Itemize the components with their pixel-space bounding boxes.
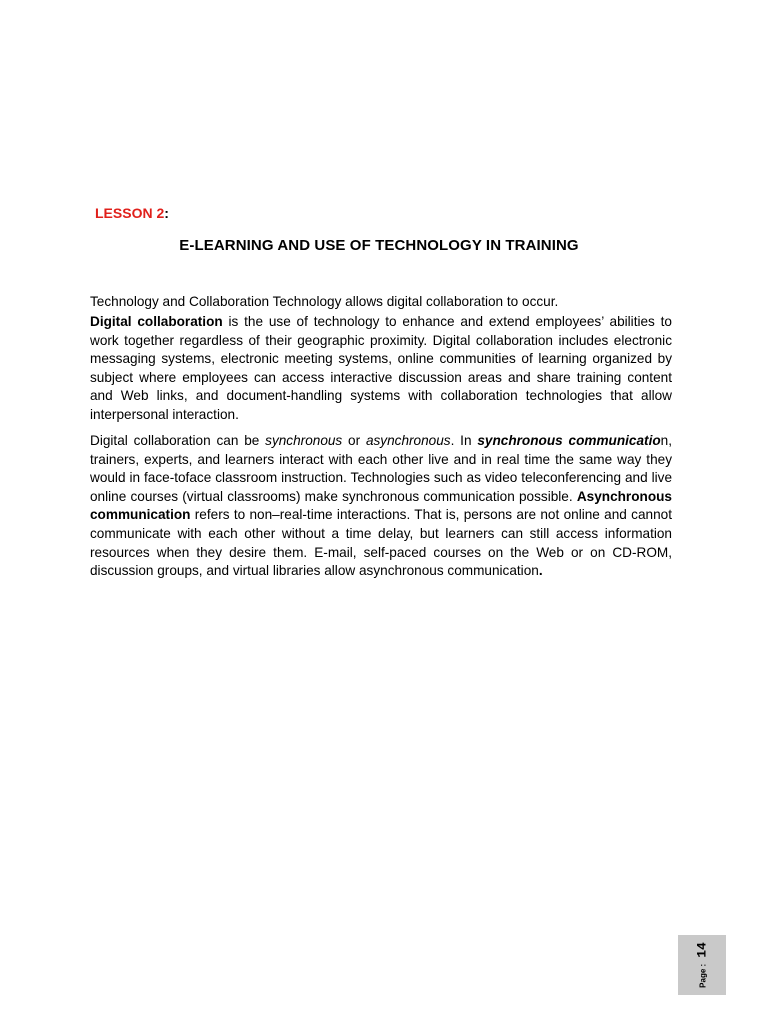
asynchronous-communication-term: Asynchronous communication <box>90 488 672 523</box>
p3-text-2: or <box>342 433 366 448</box>
p3-text-3: . In <box>450 433 478 448</box>
synchronous-communication-term: synchronous communicatio <box>477 433 661 448</box>
lesson-title: E-LEARNING AND USE OF TECHNOLOGY IN TRAINING <box>179 237 579 254</box>
digital-collaboration-paragraph <box>90 313 672 425</box>
page-number: 14 <box>694 942 710 958</box>
lesson-label <box>95 205 169 221</box>
page-number-box <box>678 935 726 995</box>
p3-text-5: refers to non–real-time interactions. That is, persons are not online and cannot communicate with each other without a time delay, but learners can still access information resources when they desire them. E-mail, self-paced courses on the Web or on CD-ROM, discussion groups, and virtual libraries allow asynchronous communication <box>90 507 672 579</box>
p3-text-1: Digital collaboration can be <box>90 433 266 448</box>
intro-paragraph <box>90 293 672 312</box>
asynchronous-term: asynchronous <box>365 433 451 448</box>
p3-text-4: n, trainers, experts, and learners interact with each other live and in real time the same way they would in face-toface classroom instruction. Technologies such as video teleconferencing and live online courses (virtual classrooms) make synchronous communication possible. <box>90 433 673 504</box>
lesson-colon: : <box>164 205 169 221</box>
page-word: Page <box>698 968 708 988</box>
digital-collaboration-term: Digital collaboration <box>90 314 223 329</box>
page-separator: : <box>698 963 708 967</box>
p3-end-period: . <box>538 563 543 579</box>
synchronous-term: synchronous <box>265 433 343 448</box>
sync-async-paragraph <box>90 432 672 581</box>
digital-collaboration-text: is the use of technology to enhance and extend employees’ abilities to work together regardless of their geographic proximity. Digital collaboration includes electronic messaging systems, electronic meeting systems, online communities of learning organized by subject where employees can access interactive discussion areas and share training content and Web links, and document-handling systems with collaboration technologies that allow interpersonal interaction. <box>90 314 672 422</box>
lesson-number: LESSON 2 <box>95 205 165 221</box>
page-label <box>699 964 708 988</box>
intro-text: Technology and Collaboration Technology allows digital collaboration to occur. <box>90 294 559 309</box>
